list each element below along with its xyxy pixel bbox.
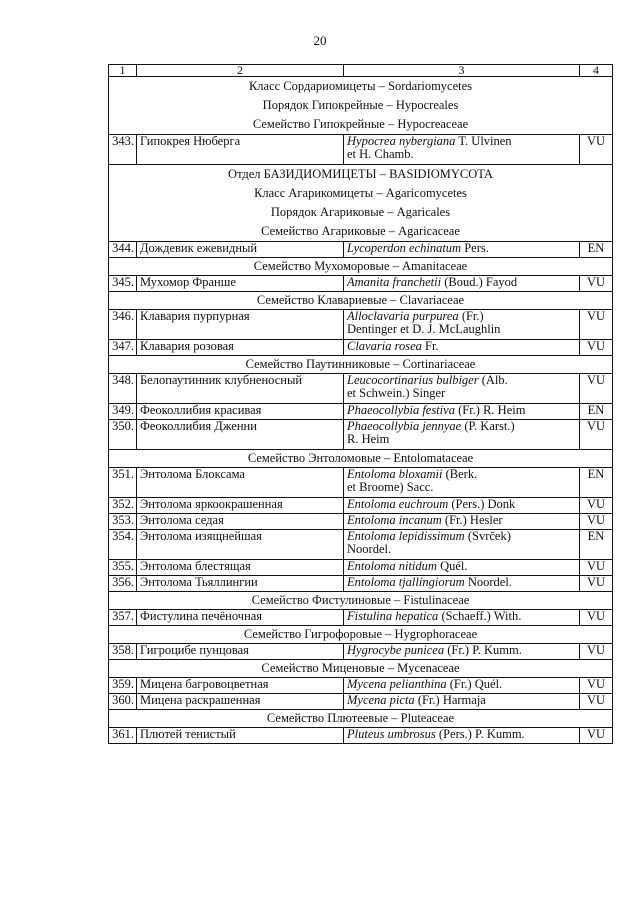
taxon-heading: Класс Агарикомицеты – Agaricomycetes [254, 186, 467, 200]
conservation-status: VU [580, 135, 613, 165]
species-number: 350. [109, 420, 137, 450]
column-header-1: 1 [109, 65, 137, 77]
species-binomial: Leucocortinarius bulbiger [347, 373, 479, 387]
species-author: (Fr.) Harmaja [417, 693, 486, 707]
species-latin-name [344, 514, 580, 530]
species-binomial: Entoloma euchroum [347, 497, 449, 511]
species-russian-name: Фистулина печёночная [137, 610, 344, 626]
conservation-status: VU [580, 678, 613, 694]
taxon-heading: Семейство Фистулиновые – Fistulinaceae [251, 593, 470, 607]
conservation-status: VU [580, 644, 613, 660]
species-binomial: Alloclavaria purpurea [347, 309, 459, 323]
conservation-status: EN [580, 468, 613, 498]
species-binomial: Clavaria rosea [347, 339, 422, 353]
species-author-continued: Noordel. [347, 541, 392, 556]
species-author: (Boud.) Fayod [444, 275, 518, 289]
species-russian-name: Энтолома Тьяллингии [137, 576, 344, 592]
conservation-status: VU [580, 276, 613, 292]
species-number: 357. [109, 610, 137, 626]
species-number: 352. [109, 498, 137, 514]
species-binomial: Entoloma incanum [347, 513, 442, 527]
species-author-continued: et Broome) Sacc. [347, 479, 434, 494]
species-number: 358. [109, 644, 137, 660]
species-number: 344. [109, 242, 137, 258]
taxon-heading: Порядок Агариковые – Agaricales [270, 205, 451, 219]
species-number: 347. [109, 340, 137, 356]
conservation-status: VU [580, 576, 613, 592]
taxon-heading-cell [109, 292, 613, 310]
species-russian-name: Плютей тенистый [137, 728, 344, 744]
species-latin-name [344, 310, 580, 340]
species-row [109, 404, 613, 420]
species-latin-name [344, 530, 580, 560]
species-row [109, 242, 613, 258]
species-row [109, 374, 613, 404]
species-row [109, 135, 613, 165]
species-latin-name [344, 678, 580, 694]
species-author: (Fr.) P. Kumm. [447, 643, 522, 657]
page-number: 20 [313, 33, 327, 48]
column-header-3: 3 [344, 65, 580, 77]
taxon-heading: Семейство Миценовые – Mycenaceae [261, 661, 460, 675]
species-latin-name [344, 468, 580, 498]
taxon-heading: Семейство Гипокрейные – Hypocreaceae [252, 117, 469, 131]
species-author: (Svrček) [467, 529, 511, 543]
species-russian-name: Энтолома Блоксама [137, 468, 344, 498]
species-russian-name: Гигроцибе пунцовая [137, 644, 344, 660]
species-russian-name: Белопаутинник клубненосный [137, 374, 344, 404]
species-russian-name: Энтолома яркоокрашенная [137, 498, 344, 514]
species-table [108, 64, 613, 744]
species-binomial: Entoloma tjallingiorum [347, 575, 465, 589]
species-latin-name [344, 560, 580, 576]
species-row [109, 530, 613, 560]
species-author: Fr. [425, 339, 439, 353]
taxon-heading-cell [109, 592, 613, 610]
species-row [109, 468, 613, 498]
species-row [109, 310, 613, 340]
species-author-continued: et H. Chamb. [347, 146, 414, 161]
taxon-heading: Семейство Гигрофоровые – Hygrophoraceae [243, 627, 478, 641]
species-binomial: Entoloma lepidissimum [347, 529, 465, 543]
species-row [109, 644, 613, 660]
species-author: (Fr.) Hesler [444, 513, 503, 527]
taxon-heading-row [109, 660, 613, 678]
taxon-heading-row [109, 710, 613, 728]
species-latin-name [344, 135, 580, 165]
column-header-4: 4 [580, 65, 613, 77]
column-header-row [109, 65, 613, 77]
species-binomial: Lycoperdon echinatum [347, 241, 462, 255]
taxon-heading-row [109, 356, 613, 374]
taxon-heading: Семейство Мухоморовые – Amanitaceae [253, 259, 468, 273]
taxon-heading-cell [109, 356, 613, 374]
species-number: 360. [109, 694, 137, 710]
species-number: 361. [109, 728, 137, 744]
conservation-status: VU [580, 340, 613, 356]
species-number: 343. [109, 135, 137, 165]
species-number: 349. [109, 404, 137, 420]
column-header-2: 2 [137, 65, 344, 77]
conservation-status: VU [580, 374, 613, 404]
species-author: Quél. [440, 559, 468, 573]
taxon-heading: Семейство Паутинниковые – Cortinariaceae [245, 357, 476, 371]
conservation-status: EN [580, 404, 613, 420]
species-russian-name: Энтолома блестящая [137, 560, 344, 576]
species-latin-name [344, 728, 580, 744]
species-author: Pers. [464, 241, 489, 255]
species-latin-name [344, 498, 580, 514]
taxon-heading-cell [109, 450, 613, 468]
species-russian-name: Гипокрея Нюберга [137, 135, 344, 165]
species-latin-name [344, 340, 580, 356]
species-number: 354. [109, 530, 137, 560]
conservation-status: VU [580, 694, 613, 710]
species-latin-name [344, 374, 580, 404]
species-russian-name: Дождевик ежевидный [137, 242, 344, 258]
conservation-status: VU [580, 728, 613, 744]
species-row [109, 694, 613, 710]
taxon-heading-cell [109, 710, 613, 728]
species-number: 359. [109, 678, 137, 694]
species-author: Noordel. [467, 575, 512, 589]
species-row [109, 576, 613, 592]
conservation-status: VU [580, 310, 613, 340]
species-row [109, 514, 613, 530]
conservation-status: VU [580, 610, 613, 626]
species-number: 348. [109, 374, 137, 404]
species-latin-name [344, 242, 580, 258]
species-row [109, 340, 613, 356]
taxon-heading: Семейство Плютеевые – Pluteaceae [266, 711, 455, 725]
species-binomial: Hypocrea nybergiana [347, 134, 456, 148]
species-binomial: Phaeocollybia festiva [347, 403, 455, 417]
conservation-status: VU [580, 420, 613, 450]
species-russian-name: Феоколлибия Дженни [137, 420, 344, 450]
taxon-heading-cell [109, 626, 613, 644]
taxon-heading-row [109, 77, 613, 135]
species-row [109, 276, 613, 292]
species-russian-name: Клавария розовая [137, 340, 344, 356]
species-row [109, 610, 613, 626]
species-russian-name: Феоколлибия красивая [137, 404, 344, 420]
taxon-heading: Семейство Клавариевые – Clavariaceae [256, 293, 465, 307]
species-binomial: Hygrocybe punicea [347, 643, 445, 657]
species-binomial: Phaeocollybia jennyae [347, 419, 462, 433]
taxon-heading: Семейство Энтоломовые – Entolomataceae [247, 451, 474, 465]
species-row [109, 498, 613, 514]
species-author: T. Ulvinen [458, 134, 512, 148]
species-russian-name: Мицена раскрашенная [137, 694, 344, 710]
species-number: 346. [109, 310, 137, 340]
species-latin-name [344, 576, 580, 592]
species-russian-name: Клавария пурпурная [137, 310, 344, 340]
taxon-heading-row [109, 450, 613, 468]
taxon-heading: Класс Сордариомицеты – Sordariomycetes [248, 79, 473, 93]
species-table-body [109, 65, 613, 744]
species-latin-name [344, 276, 580, 292]
species-author-continued: et Schwein.) Singer [347, 385, 446, 400]
taxon-heading-cell [109, 258, 613, 276]
species-number: 345. [109, 276, 137, 292]
taxon-heading-cell [109, 77, 613, 135]
species-binomial: Entoloma bloxamii [347, 467, 443, 481]
species-author: (Schaeff.) With. [441, 609, 522, 623]
species-binomial: Mycena pelianthina [347, 677, 447, 691]
species-binomial: Fistulina hepatica [347, 609, 439, 623]
species-number: 355. [109, 560, 137, 576]
species-russian-name: Мухомор Франше [137, 276, 344, 292]
species-number: 353. [109, 514, 137, 530]
taxon-heading-row [109, 292, 613, 310]
taxon-heading-cell [109, 660, 613, 678]
taxon-heading: Отдел БАЗИДИОМИЦЕТЫ – BASIDIOMYCOTA [228, 167, 493, 181]
species-author: (Pers.) Donk [451, 497, 516, 511]
species-author: (Berk. [445, 467, 478, 481]
conservation-status: EN [580, 242, 613, 258]
species-row [109, 728, 613, 744]
taxon-heading-row [109, 165, 613, 242]
conservation-status: VU [580, 560, 613, 576]
species-row [109, 678, 613, 694]
species-author-continued: Dentinger et D. J. McLaughlin [347, 321, 501, 336]
taxon-heading-cell [109, 165, 613, 242]
species-latin-name [344, 694, 580, 710]
taxon-heading: Семейство Агариковые – Agaricaceae [261, 224, 460, 238]
species-number: 351. [109, 468, 137, 498]
species-latin-name [344, 404, 580, 420]
species-binomial: Mycena picta [347, 693, 415, 707]
species-binomial: Pluteus umbrosus [347, 727, 436, 741]
conservation-status: EN [580, 530, 613, 560]
conservation-status: VU [580, 514, 613, 530]
species-author: (P. Karst.) [464, 419, 515, 433]
species-author: (Fr.) R. Heim [458, 403, 526, 417]
species-author-continued: R. Heim [347, 431, 390, 446]
species-author: (Alb. [481, 373, 508, 387]
species-author: (Pers.) P. Kumm. [438, 727, 525, 741]
species-row [109, 420, 613, 450]
taxon-heading-row [109, 258, 613, 276]
species-russian-name: Энтолома изящнейшая [137, 530, 344, 560]
species-binomial: Amanita franchetii [347, 275, 442, 289]
species-russian-name: Мицена багровоцветная [137, 678, 344, 694]
species-binomial: Entoloma nitidum [347, 559, 437, 573]
species-latin-name [344, 644, 580, 660]
species-latin-name [344, 610, 580, 626]
species-russian-name: Энтолома седая [137, 514, 344, 530]
taxon-heading-row [109, 626, 613, 644]
species-number: 356. [109, 576, 137, 592]
taxon-heading-row [109, 592, 613, 610]
species-row [109, 560, 613, 576]
species-latin-name [344, 420, 580, 450]
conservation-status: VU [580, 498, 613, 514]
species-author: (Fr.) [461, 309, 484, 323]
species-author: (Fr.) Quél. [449, 677, 503, 691]
taxon-heading: Порядок Гипокрейные – Hypocreales [262, 98, 459, 112]
